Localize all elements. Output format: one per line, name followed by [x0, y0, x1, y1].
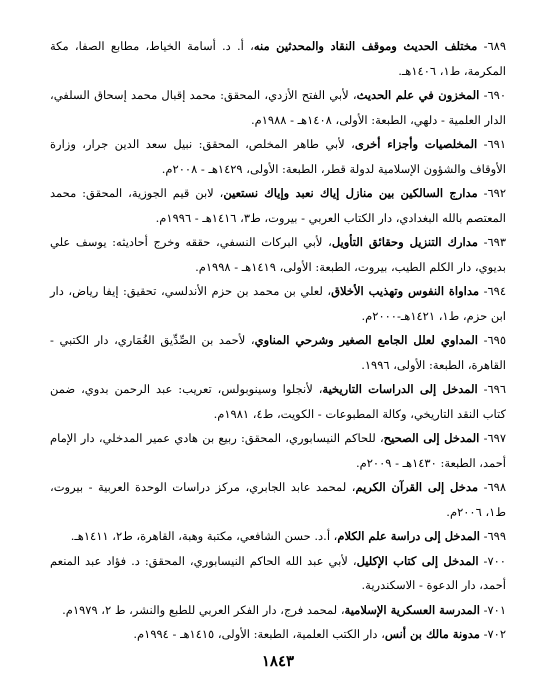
entry-details: ، لأبي البركات النسفي، حققه وخرج أحاديثه: يوسف علي بديوي، دار الكلم الطيب، بيروت، الطبعة: الأولى، ١٤١٩هـ - ١٩٩٨م. — [50, 235, 506, 274]
entry-title: مدارك التنزيل وحقائق التأويل — [331, 235, 478, 249]
bibliography-entry: ٦٩٣- مدارك التنزيل وحقائق التأويل، لأبي البركات النسفي، حققه وخرج أحاديثه: يوسف علي بديوي، دار الكلم الطيب، بيروت، الطبعة: الأولى، ١٤١٩هـ - ١٩٩٨م. — [50, 235, 506, 274]
entry-number: ٧٠٢ — [487, 627, 506, 641]
entry-number: ٦٩٩ — [487, 529, 506, 543]
entry-details: ، لابن قيم الجوزية، المحقق: محمد المعتصم بالله البغدادي، دار الكتاب العربي - بيروت، ط٣، ١٤١٦هـ - ١٩٩٦م. — [50, 186, 506, 225]
entry-number: ٦٩٣ — [487, 235, 506, 249]
entry-details: ، للحاكم النيسابوري، المحقق: ربيع بن هادي عمير المدخلي، دار الإمام أحمد، الطبعة: ١٤٣٠هـ - ٢٠٠٩م. — [50, 431, 506, 470]
entry-title: المدرسة العسكرية الإسلامية — [344, 602, 480, 617]
bibliography-entry: ٧٠٠- المدخل إلى كتاب الإكليل، لأبي عبد الله الحاكم النيسابوري، المحقق: د. فؤاد عبد المنعم أحمد، دار الدعوة - الاسكندرية. — [50, 553, 506, 592]
entry-number: ٦٩٤ — [487, 284, 507, 298]
entry-details: ، أ. د. أسامة الخياط، مطابع الصفا، مكة المكرمة، ط١، ١٤٠٦هـ. — [50, 39, 506, 78]
entry-title: المداوي لعلل الجامع الصغير وشرحي المناوي — [254, 333, 478, 347]
bibliography-entry: ٦٩٠- المخزون في علم الحديث، لأبي الفتح الأزدي، المحقق: محمد إقبال محمد إسحاق السلفي، الدار العلمية - دلهي، الطبعة: الأولى، ١٤٠٨هـ - ١٩٨٨م. — [50, 88, 506, 127]
entry-details: ، لأنجلوا وسينوبولس، تعريب: عبد الرحمن بدوي، ضمن كتاب النقد التاريخي، وكالة المطبوعات - الكويت، ط٤، ١٩٨١م. — [50, 382, 506, 421]
entry-title: مدارج السالكين بين منازل إياك نعبد وإياك نستعين — [223, 186, 478, 200]
entry-details: ، أ.د. حسن الشافعي، مكتبة وهبة، القاهرة، ط٢، ١٤١١هـ. — [70, 529, 338, 543]
entry-title: المخزون في علم الحديث — [356, 88, 480, 102]
bibliography-entry: ٦٩١- المخلصيات وأجزاء أخرى، لأبي طاهر المخلص، المحقق: نبيل سعد الدين جرار، وزارة الأوقاف والشؤون الإسلامية لدولة قطر، الطبعة: الأولى، ١٤٢٩هـ - ٢٠٠٨م. — [50, 137, 506, 176]
entry-details: ، دار الكتب العلمية، الطبعة: الأولى، ١٤١٥هـ - ١٩٩٤م. — [133, 627, 385, 641]
entry-details: ، لأبي عبد الله الحاكم النيسابوري، المحقق: د. فؤاد عبد المنعم أحمد، دار الدعوة - الاسكندرية. — [50, 553, 506, 592]
entry-number: ٦٩٧ — [487, 431, 506, 445]
entry-title: المدخل إلى دراسة علم الكلام — [337, 529, 480, 543]
bibliography-entry: ٦٩٨- مدخل إلى القرآن الكريم، لمحمد عابد الجابري، مركز دراسات الوحدة العربية - بيروت، ط١، ٢٠٠٦م. — [50, 480, 506, 519]
entry-title: مختلف الحديث وموقف النقاد والمحدثين منه — [253, 39, 478, 53]
entry-title: المدخل إلى الدراسات التاريخية — [322, 382, 478, 396]
bibliography-list — [50, 34, 506, 647]
bibliography-entry: ٧٠٢- مدونة مالك بن أنس، دار الكتب العلمية، الطبعة: الأولى، ١٤١٥هـ - ١٩٩٤م. — [133, 627, 506, 641]
entry-title: المدخل إلى الصحيح — [383, 431, 480, 445]
entry-details: ، لأحمد بن الصِّدِّيق الغُمَاري، دار الكتبي - القاهرة، الطبعة: الأولى، ١٩٩٦. — [50, 333, 506, 372]
entry-details: ، لأبي الفتح الأزدي، المحقق: محمد إقبال محمد إسحاق السلفي، الدار العلمية - دلهي، الطبعة: الأولى، ١٤٠٨هـ - ١٩٨٨م. — [50, 88, 506, 127]
entry-number: ٧٠٠ — [487, 553, 506, 568]
bibliography-entry: ٦٩٤- مداواة النفوس وتهذيب الأخلاق، لعلي بن محمد بن حزم الأندلسي، تحقيق: إيفا رياض، دار ابن حزم، ط١، ١٤٢١هـ-٢٠٠٠م. — [50, 284, 507, 323]
entry-number: ٦٩٠ — [487, 88, 506, 102]
entry-number: ٦٩٦ — [487, 382, 506, 396]
bibliography-entry: ٦٩٢- مدارج السالكين بين منازل إياك نعبد وإياك نستعين، لابن قيم الجوزية، المحقق: محمد المعتصم بالله البغدادي، دار الكتاب العربي - بيروت، ط٣، ١٤١٦هـ - ١٩٩٦م. — [50, 186, 507, 225]
entry-number: ٦٩٢ — [487, 186, 507, 200]
entry-number: ٦٩٨ — [487, 480, 506, 494]
bibliography-entry: ٧٠١- المدرسة العسكرية الإسلامية، لمحمد فرج، دار الفكر العربي للطبع والنشر، ط ٢، ١٩٧٩م. — [62, 602, 506, 617]
bibliography-entry: ٦٩٩- المدخل إلى دراسة علم الكلام، أ.د. حسن الشافعي، مكتبة وهبة، القاهرة، ط٢، ١٤١١هـ. — [70, 529, 506, 543]
bibliography-entry: ٦٩٥- المداوي لعلل الجامع الصغير وشرحي المناوي، لأحمد بن الصِّدِّيق الغُمَاري، دار الكتبي - القاهرة، الطبعة: الأولى، ١٩٩٦. — [50, 333, 506, 372]
page-number: ١٨٤٣ — [261, 652, 295, 670]
entry-number: ٧٠١ — [487, 602, 506, 617]
entry-number: ٦٩١ — [487, 137, 506, 151]
entry-number: ٦٨٩ — [487, 39, 506, 53]
entry-details: ، لمحمد عابد الجابري، مركز دراسات الوحدة العربية - بيروت، ط١، ٢٠٠٦م. — [50, 480, 506, 519]
entry-details: ، لعلي بن محمد بن حزم الأندلسي، تحقيق: إيفا رياض، دار ابن حزم، ط١، ١٤٢١هـ-٢٠٠٠م. — [50, 284, 506, 323]
entry-number: ٦٩٥ — [487, 333, 506, 347]
entry-title: المخلصيات وأجزاء أخرى — [354, 137, 478, 151]
entry-title: مدونة مالك بن أنس — [384, 627, 480, 641]
entry-details: ، لأبي طاهر المخلص، المحقق: نبيل سعد الدين جرار، وزارة الأوقاف والشؤون الإسلامية لدولة قطر، الطبعة: الأولى، ١٤٢٩هـ - ٢٠٠٨م. — [50, 137, 506, 176]
bibliography-entry: ٦٩٦- المدخل إلى الدراسات التاريخية، لأنجلوا وسينوبولس، تعريب: عبد الرحمن بدوي، ضمن كتاب النقد التاريخي، وكالة المطبوعات - الكويت، ط٤، ١٩٨١م. — [50, 382, 506, 421]
bibliography-entry: ٦٩٧- المدخل إلى الصحيح، للحاكم النيسابوري، المحقق: ربيع بن هادي عمير المدخلي، دار الإمام أحمد، الطبعة: ١٤٣٠هـ - ٢٠٠٩م. — [50, 431, 506, 470]
entry-title: مداواة النفوس وتهذيب الأخلاق — [331, 284, 480, 298]
bibliography-entry: ٦٨٩- مختلف الحديث وموقف النقاد والمحدثين منه، أ. د. أسامة الخياط، مطابع الصفا، مكة المكرمة، ط١، ١٤٠٦هـ. — [50, 39, 506, 78]
entry-title: مدخل إلى القرآن الكريم — [355, 480, 479, 494]
entry-title: المدخل إلى كتاب الإكليل — [356, 553, 479, 568]
entry-details: ، لمحمد فرج، دار الفكر العربي للطبع والنشر، ط ٢، ١٩٧٩م. — [62, 602, 345, 617]
